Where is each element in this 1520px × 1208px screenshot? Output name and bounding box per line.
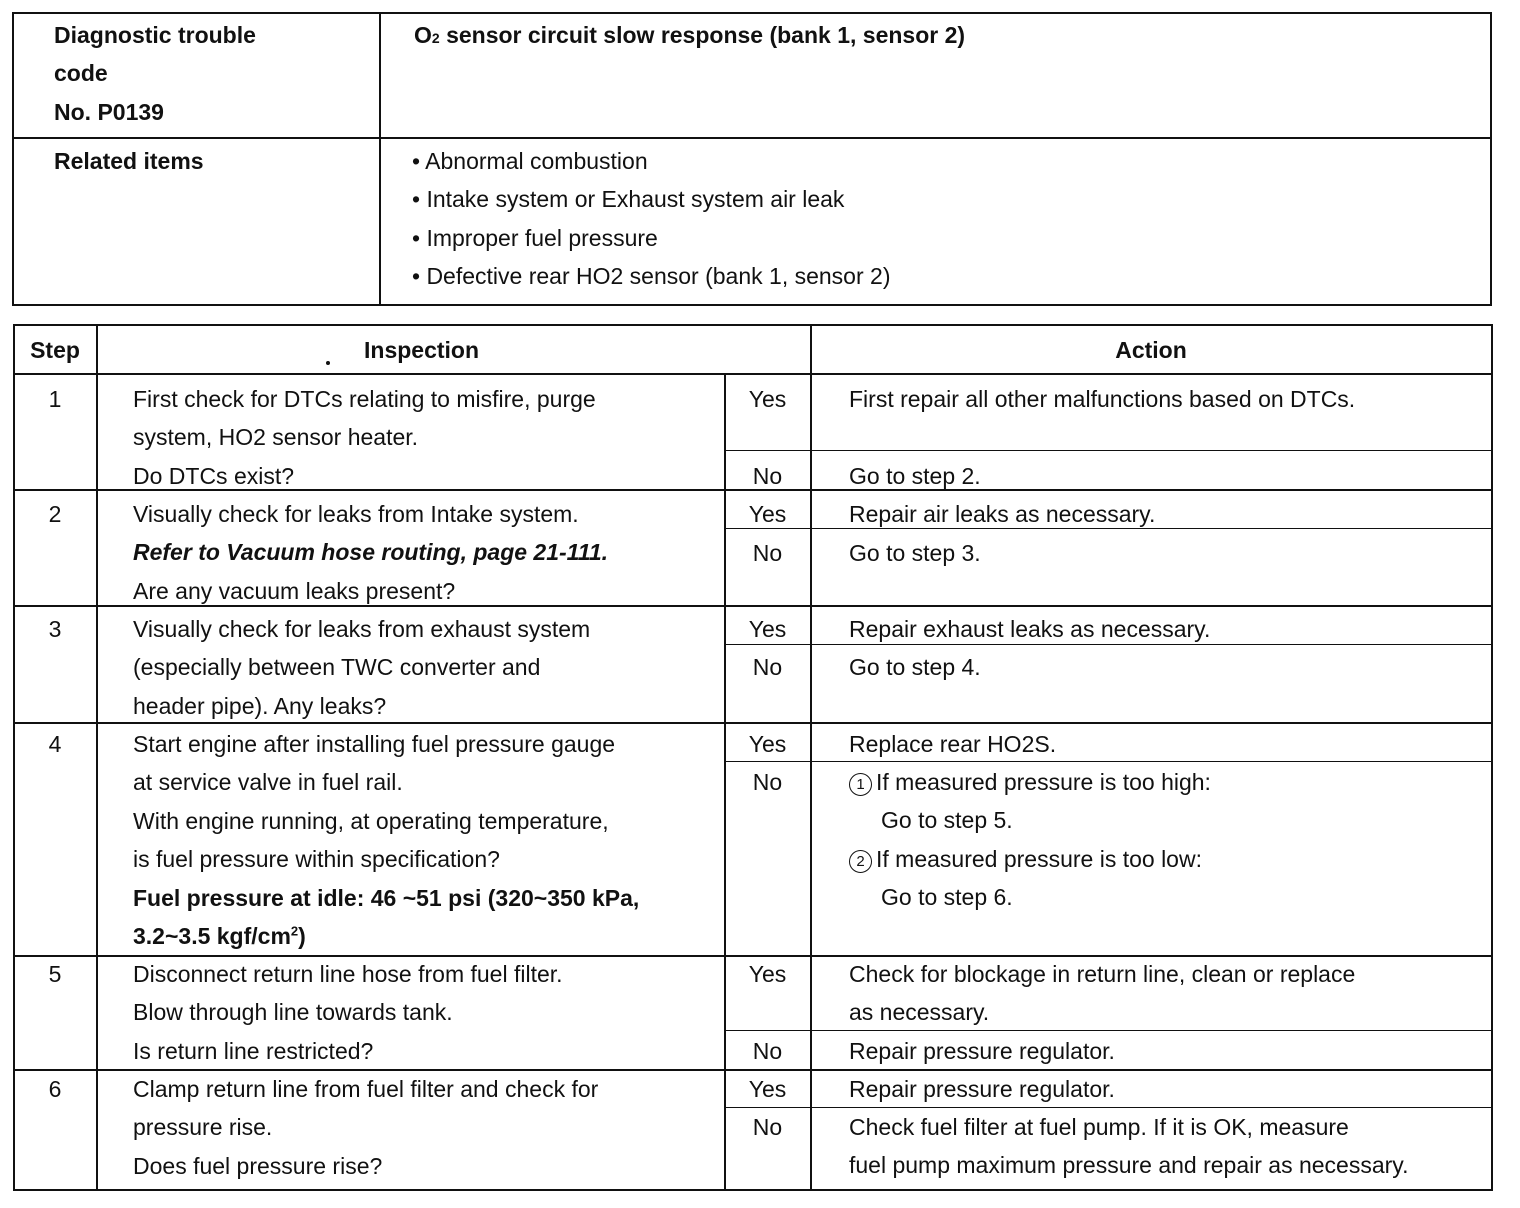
step-1-yes-action: First repair all other malfunctions based on DTCs.: [849, 386, 1356, 412]
yes-label: Yes: [748, 961, 787, 987]
step-5-no-action: Repair pressure regulator.: [849, 1038, 1115, 1064]
step-number: 1: [48, 386, 62, 412]
step-4-yes-action: Replace rear HO2S.: [849, 731, 1057, 757]
no-label: No: [752, 1038, 783, 1064]
step-number: 4: [48, 731, 62, 757]
step-2-yes-action: Repair air leaks as necessary.: [849, 501, 1156, 527]
dtc-code-label: Diagnostic trouble code No. P0139: [54, 22, 256, 125]
list-item: • Improper fuel pressure: [412, 224, 658, 251]
no-label: No: [752, 463, 783, 489]
yes-label: Yes: [748, 386, 787, 412]
list-item: • Abnormal combustion: [412, 148, 648, 174]
header-inspection: Inspection: [364, 337, 480, 363]
yes-label: Yes: [748, 731, 787, 757]
circled-one: 1: [849, 773, 872, 796]
step-6-no-action: Check fuel filter at fuel pump. If it is OK, measure fuel pump maximum pressure and repair as necessary.: [849, 1114, 1409, 1179]
step-3-yes-action: Repair exhaust leaks as necessary.: [849, 616, 1211, 642]
yes-label: Yes: [748, 616, 787, 642]
step-number: 5: [48, 961, 62, 987]
no-label: No: [752, 654, 783, 680]
related-items-label: Related items: [54, 148, 204, 174]
step-number: 6: [48, 1076, 62, 1102]
step-5-inspection: Disconnect return line hose from fuel filter. Blow through line towards tank. Is return line restricted?: [133, 961, 563, 1064]
step-5-yes-action: Check for blockage in return line, clean or replace as necessary.: [849, 961, 1356, 1026]
step-number: 2: [48, 501, 62, 527]
list-item: • Defective rear HO2 sensor (bank 1, sensor 2): [412, 263, 891, 290]
no-label: No: [752, 540, 783, 566]
step-6-yes-action: Repair pressure regulator.: [849, 1076, 1115, 1102]
yes-label: Yes: [748, 1076, 787, 1102]
circled-two: 2: [849, 850, 872, 873]
step-6-inspection: Clamp return line from fuel filter and check for pressure rise. Does fuel pressure rise?: [133, 1076, 599, 1179]
step-1-no-action: Go to step 2.: [849, 463, 981, 489]
related-items-list: [412, 142, 890, 296]
step-3-inspection: Visually check for leaks from exhaust system (especially between TWC converter and header pipe). Any leaks?: [133, 616, 591, 719]
step-2-no-action: Go to step 3.: [849, 540, 981, 566]
step-number: 3: [48, 616, 62, 642]
yes-label: Yes: [748, 501, 787, 527]
header-step: Step: [30, 337, 80, 363]
no-label: No: [752, 1114, 783, 1140]
no-label: No: [752, 769, 783, 795]
dtc-title: O2 sensor circuit slow response (bank 1, sensor 2): [414, 22, 966, 48]
step-2-inspection: Visually check for leaks from Intake system. Refer to Vacuum hose routing, page 21-111. Are any vacuum leaks present?: [133, 501, 609, 604]
list-item: • Intake system or Exhaust system air leak: [412, 186, 845, 213]
step-4-inspection: Start engine after installing fuel pressure gauge at service valve in fuel rail. With engine running, at operating temperature, is fuel pressure within specification? Fuel pressure at idle: 46 ~51 psi (320~350 kPa, 3.2~3.5 kgf/$cm^2$): [133, 731, 640, 949]
header-action: Action: [1115, 337, 1187, 363]
stray-dot: [326, 361, 330, 365]
step-4-no-action: 1 If measured pressure is too high: Go to step 5. 2 If measured pressure is too low: Go to step 6.: [849, 763, 1211, 917]
step-3-no-action: Go to step 4.: [849, 654, 981, 680]
step-1-inspection: First check for DTCs relating to misfire, purge system, HO2 sensor heater. Do DTCs exist?: [133, 386, 596, 489]
